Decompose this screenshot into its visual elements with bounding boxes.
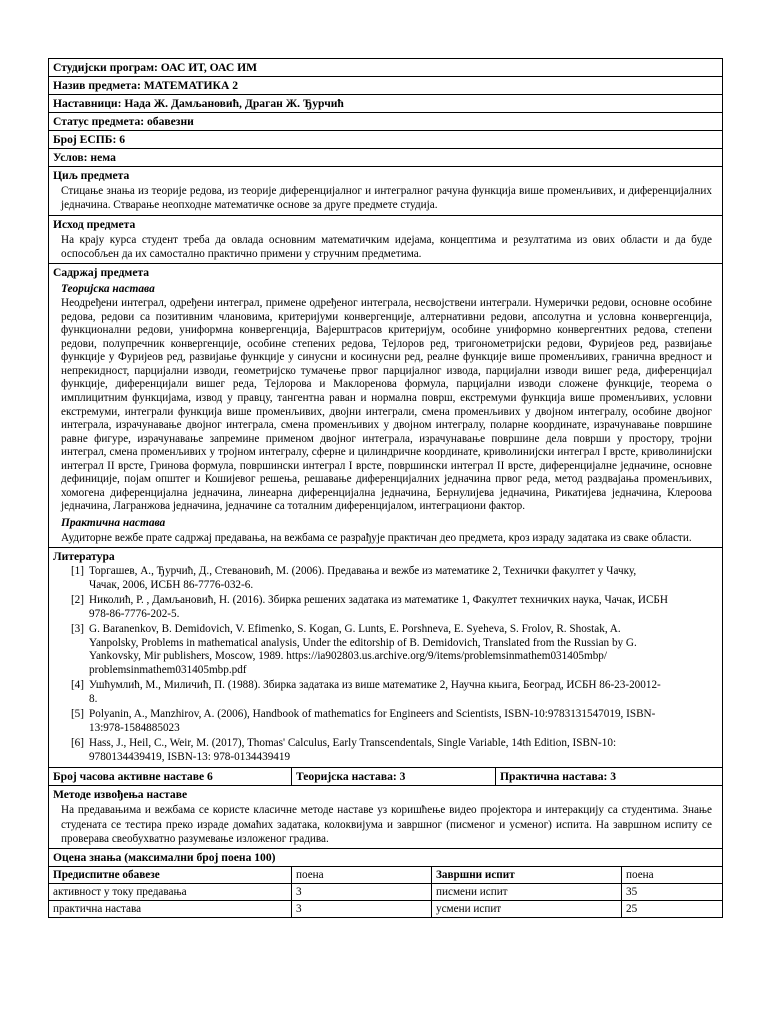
- literature-section: [49, 548, 723, 768]
- prerequisite: Услов: нема: [49, 149, 723, 167]
- theory-hours: Теоријска настава: 3: [292, 768, 496, 786]
- row-program: [49, 59, 723, 77]
- grading-cell: 3: [292, 884, 432, 901]
- grading-header: поена: [292, 867, 432, 884]
- methods-section: [49, 786, 723, 849]
- grading-row: [49, 901, 723, 918]
- grading-cell: писмени испит: [432, 884, 622, 901]
- row-content: [49, 264, 723, 548]
- reference-item: [6] Hass, J., Heil, C., Weir, M. (2017), Thomas' Calculus, Early Transcendentals, Single Variable, 14th Edition, ISBN-10: 9780134439419, ISBN-13: 978-0134439419: [70, 737, 617, 763]
- active-hours: Број часова активне наставе 6: [49, 768, 292, 786]
- course-table: [48, 58, 723, 918]
- row-grading-title: [49, 849, 723, 867]
- practice-subtitle: Практична настава: [61, 516, 166, 529]
- practice-text: Аудиторне вежбе прате садржај предавања, на вежбама се разрађује практичан део предмета, кроз израду задатака из сваке области.: [61, 531, 692, 544]
- reference-item: [2] Николић, Р. , Дамљановић, Н. (2016). Збирка решених задатака из математике 1, Факултет техничких наука, Чачак, ИСБН 978-86-7776-202-5.: [70, 594, 668, 620]
- theory-subtitle: Теоријска настава: [61, 283, 155, 296]
- grading-title: Оцена знања (максимални број поена 100): [49, 849, 723, 867]
- grading-header: поена: [622, 867, 723, 884]
- grading-cell: 35: [622, 884, 723, 901]
- reference-item: [1] Торгашев, А., Ђурчић, Д., Стевановић, М. (2006). Предавања и вежбе из математике 2, Технички факултет у Чачку, Чачак, 2006, ИСБН 86-7776-032-6.: [70, 565, 637, 591]
- row-methods: [49, 786, 723, 849]
- row-status: [49, 113, 723, 131]
- teachers: Наставници: Нада Ж. Дамљановић, Драган Ж. Ђурчић: [49, 95, 723, 113]
- goal-section: [49, 167, 723, 216]
- course-specification-sheet: [48, 58, 722, 918]
- outcome-title: Исход предмета: [53, 217, 136, 231]
- row-ects: [49, 131, 723, 149]
- ects-credits: Број ЕСПБ: 6: [49, 131, 723, 149]
- practice-hours: Практична настава: 3: [496, 768, 723, 786]
- goal-title: Циљ предмета: [53, 169, 130, 182]
- row-teachers: [49, 95, 723, 113]
- study-program: Студијски програм: ОАС ИТ, ОАС ИМ: [49, 59, 723, 77]
- reference-list: [53, 565, 718, 764]
- content-section: [49, 264, 723, 548]
- goal-text: Стицање знања из теорије редова, из теорије диференцијалног и интегралног рачуна функција више променљивих, и диференцијалних једначина. Стварање неопходне математичке основе за друге предмете студија.: [61, 185, 712, 212]
- row-course: [49, 77, 723, 95]
- grading-header: Предиспитне обавезе: [49, 867, 292, 884]
- grading-row: [49, 884, 723, 901]
- methods-text: На предавањима и вежбама се користе класичне методе наставе уз коришћење видео пројектора и интеракцију са студентима. Знање студената се тестира преко израде домаћих задатака, колоквијума и завршног (писменог и усменог) испита. На завршном испиту се проверава свеобухватно разумевање изложеног градива.: [61, 804, 712, 845]
- grading-header: Завршни испит: [432, 867, 622, 884]
- grading-cell: практична настава: [49, 901, 292, 918]
- theory-text: Неодређени интеграл, одређени интеграл, примене одређеног интеграла, несвојствени интеграли. Нумерички редови, основне особине редова, редови са позитивним члановима, критеријуми конвергенције, алтернативни редови, апсолутна и условна конвергенција, функционални редови, униформна конвергенција, Вајерштрасов критеријум, особине униформно конвергентних редова, степени редови, полупречник конвергенције, особине степених редова, Тејлоров ред, тригонометријски редови, Фуријеов ред, развијање функције у Фуријеов ред, развијање функције у синусни и косинусни ред, реалне функције више променљивих, гранична вредност и непрекидност, парцијални изводи, геометријско тумачење првог парцијалног извода, парцијални изводи вишег реда, диференцијал функције, диференцијали вишег реда, Тејлорова и Маклоренова формула, парцијални изводи сложене функције, теорема о имплицитним функцијама, извод у правцу, тангентна раван и нормална површ, екстремуми функција више променљивих, условни екстремуми, интеграли функција више променљивих, двојни интеграли, смена променљивих у двојном интегралу, особине двојног интеграла, израчунавање двојног интеграла, смена променљивих у двојном интегралу, поларне координате, израчунавање површине равне фигуре, израчунавање запремине применом двојног интеграла, израчунавање површине дела површи у простору, тројни интеграл, смена променљивих у тројном интегралу, сферне и цилиндричне координате, криволинијски интеграл I врсте, криволинијски интеграл II врсте, Гринова формула, површински интеграл I врсте, површински интеграл II врсте, диференцијалне једначине, основне дефиниције, појам општег и Кошијевог решења, решавање диференцијалних једначина првог реда, метод раздвајања променљивих, хомогена диференцијална једначина, линеарна диференцијална једначина, Бернулијева једначина, Рикатијева једначина, Клероова једначина, Лагранжова једначина, једначине са тоталним диференцијалом, интеграциони фактор.: [61, 297, 712, 513]
- row-literature: [49, 548, 723, 768]
- content-title: Садржај предмета: [53, 266, 150, 280]
- outcome-section: [49, 215, 723, 264]
- grading-header-row: [49, 867, 723, 884]
- grading-cell: 25: [622, 901, 723, 918]
- row-hours: [49, 768, 723, 786]
- row-condition: [49, 149, 723, 167]
- grading-cell: активност у току предавања: [49, 884, 292, 901]
- reference-item: [4] Ушћумлић, М., Миличић, П. (1988). Збирка задатака из више математике 2, Научна књига, Београд, ИСБН 86-23-20012-8.: [70, 679, 661, 705]
- reference-item: [5] Polyanin, A., Manzhirov, A. (2006), Handbook of mathematics for Engineers and Scientists, ISBN-10:9783131547019, ISBN-13:978-1584885023: [70, 708, 656, 734]
- outcome-text: На крају курса студент треба да овлада основним математичким идејама, концептима и резултатима из ових области и да буде оспособљен да их самостално практично примени у стручним предметима.: [61, 233, 712, 260]
- row-goal: [49, 167, 723, 216]
- methods-title: Методе извођења наставе: [53, 788, 188, 802]
- course-name: Назив предмета: МАТЕМАТИКА 2: [49, 77, 723, 95]
- grading-cell: 3: [292, 901, 432, 918]
- literature-title: Литература: [53, 550, 115, 564]
- grading-cell: усмени испит: [432, 901, 622, 918]
- row-outcome: [49, 215, 723, 264]
- reference-item: [3] G. Baranenkov, B. Demidovich, V. Efimenko, S. Kogan, G. Lunts, E. Porshneva, E. Syeheva, S. Frolov, R. Shostak, A. Yanpolsky, Problems in mathematical analysis, Under the editorship of B. Demidovich, Translated from the Russian by G. Yankovsky, Mir publishers, Moscow, 1989. https://ia902803.us.archive.org/9/items/problemsinmathem031405mbp/ problemsinmathem031405mbp.pdf: [70, 623, 637, 676]
- course-status: Статус предмета: обавезни: [49, 113, 723, 131]
